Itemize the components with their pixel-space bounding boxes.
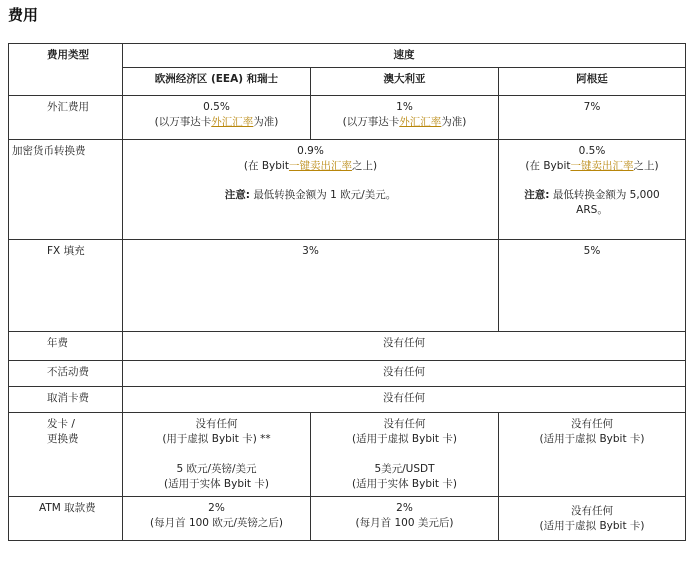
table-row-inactivity-fee xyxy=(9,361,686,387)
atm-au-line2: (每月首 100 美元后) xyxy=(355,517,454,529)
note-prefix: (以万事达卡 xyxy=(154,116,212,128)
fx-fee-australia-value: 1% xyxy=(396,101,413,113)
table-row-fx-fee xyxy=(9,96,686,140)
issue-fee-label-line1: 发卡 / xyxy=(47,418,75,430)
cell-crypto-argentina xyxy=(499,140,686,240)
row-label-atm-fee: ATM 取款费 xyxy=(9,497,123,541)
crypto-eea-au-note xyxy=(126,159,495,174)
cell-cancel-fee: 没有任何 xyxy=(123,387,686,413)
note-suffix: 为准) xyxy=(441,116,467,128)
note-prefix: (在 Bybit xyxy=(525,160,571,172)
row-label-annual-fee: 年费 xyxy=(9,332,123,361)
issue-au-line2: (适用于虚拟 Bybit 卡) xyxy=(352,433,457,445)
fx-fee-australia-note xyxy=(314,115,495,130)
note-suffix: 之上) xyxy=(351,160,378,172)
fx-fee-eea-value: 0.5% xyxy=(203,101,230,113)
table-row-crypto-conversion xyxy=(9,140,686,240)
row-label-fx-topup: FX 填充 xyxy=(9,240,123,332)
notice-label: 注意: xyxy=(224,189,250,201)
row-label-inactivity-fee: 不活动费 xyxy=(9,361,123,387)
notice-label: 注意: xyxy=(524,189,550,201)
region-header-australia: 澳大利亚 xyxy=(311,68,499,96)
table-row-atm-fee xyxy=(9,497,686,541)
fee-type-header: 费用类型 xyxy=(9,44,123,96)
note-suffix: 之上) xyxy=(633,160,659,172)
crypto-argentina-value: 0.5% xyxy=(578,145,606,157)
cell-issue-fee-eea xyxy=(123,413,311,497)
atm-au-line1: 2% xyxy=(396,502,413,514)
cell-fx-fee-eea xyxy=(123,96,311,140)
cell-issue-fee-argentina xyxy=(499,413,686,497)
crypto-eea-au-value: 0.9% xyxy=(297,145,324,157)
cell-fx-fee-australia xyxy=(311,96,499,140)
speed-header: 速度 xyxy=(123,44,686,68)
fx-rate-link[interactable]: 外汇汇率 xyxy=(399,116,442,128)
crypto-argentina-note xyxy=(502,159,682,174)
fx-fee-eea-note xyxy=(126,115,307,130)
table-row-issue-fee xyxy=(9,413,686,497)
header-row xyxy=(9,44,686,68)
cell-annual-fee: 没有任何 xyxy=(123,332,686,361)
row-label-cancel-fee: 取消卡费 xyxy=(9,387,123,413)
cell-issue-fee-australia xyxy=(311,413,499,497)
table-row-annual-fee xyxy=(9,332,686,361)
issue-au-line1: 没有任何 xyxy=(383,418,426,430)
atm-eea-line2: (每月首 100 欧元/英镑之后) xyxy=(150,517,283,529)
row-label-fx-fee: 外汇费用 xyxy=(9,96,123,140)
page-title: 费用 xyxy=(8,6,39,24)
crypto-argentina-notice xyxy=(502,188,682,203)
region-header-argentina: 阿根廷 xyxy=(499,68,686,96)
issue-ar-line1: 没有任何 xyxy=(571,418,613,430)
fx-fee-argentina-value: 7% xyxy=(583,101,601,113)
issue-eea-line2: (用于虚拟 Bybit 卡) ** xyxy=(162,433,271,445)
issue-eea-line1: 没有任何 xyxy=(195,418,238,430)
atm-eea-line1: 2% xyxy=(208,502,225,514)
note-suffix: 为准) xyxy=(253,116,279,128)
cell-fx-fee-argentina xyxy=(499,96,686,140)
atm-ar-line1: 没有任何 xyxy=(571,504,613,517)
cell-crypto-eea-australia xyxy=(123,140,499,240)
atm-ar-line2: (适用于虚拟 Bybit 卡) xyxy=(539,519,645,532)
cell-atm-fee-argentina xyxy=(499,497,686,541)
cell-inactivity-fee: 没有任何 xyxy=(123,361,686,387)
note-prefix: (在 Bybit xyxy=(243,160,289,172)
issue-au-line3: 5美元/USDT xyxy=(374,463,435,475)
issue-eea-line3: 5 欧元/英镑/美元 xyxy=(176,463,257,475)
row-label-crypto-conversion: 加密货币转换费 xyxy=(9,140,123,240)
issue-fee-label-line2: 更换费 xyxy=(47,433,79,445)
row-label-issue-fee xyxy=(9,413,123,497)
note-prefix: (以万事达卡 xyxy=(342,116,400,128)
issue-ar-line2: (适用于虚拟 Bybit 卡) xyxy=(539,433,645,445)
cell-fx-topup-argentina: 5% xyxy=(499,240,686,332)
instant-sell-rate-link[interactable]: 一键卖出汇率 xyxy=(570,160,634,172)
instant-sell-rate-link[interactable]: 一键卖出汇率 xyxy=(288,160,352,172)
issue-eea-line4: (适用于实体 Bybit 卡) xyxy=(164,478,269,490)
crypto-eea-au-notice xyxy=(126,188,495,203)
cell-atm-fee-eea xyxy=(123,497,311,541)
fees-table xyxy=(8,43,686,541)
notice-text: 最低转换金额为 5,000 xyxy=(552,189,660,201)
fx-rate-link[interactable]: 外汇汇率 xyxy=(211,116,254,128)
cell-atm-fee-australia xyxy=(311,497,499,541)
notice-text: 最低转换金额为 1 欧元/美元。 xyxy=(253,189,397,201)
region-header-eea: 欧洲经济区 (EEA) 和瑞士 xyxy=(123,68,311,96)
issue-au-line4: (适用于实体 Bybit 卡) xyxy=(352,478,457,490)
table-row-cancel-fee xyxy=(9,387,686,413)
cell-fx-topup-eea-australia: 3% xyxy=(123,240,499,332)
table-row-fx-topup xyxy=(9,240,686,332)
crypto-argentina-notice-cont: ARS。 xyxy=(576,204,608,216)
